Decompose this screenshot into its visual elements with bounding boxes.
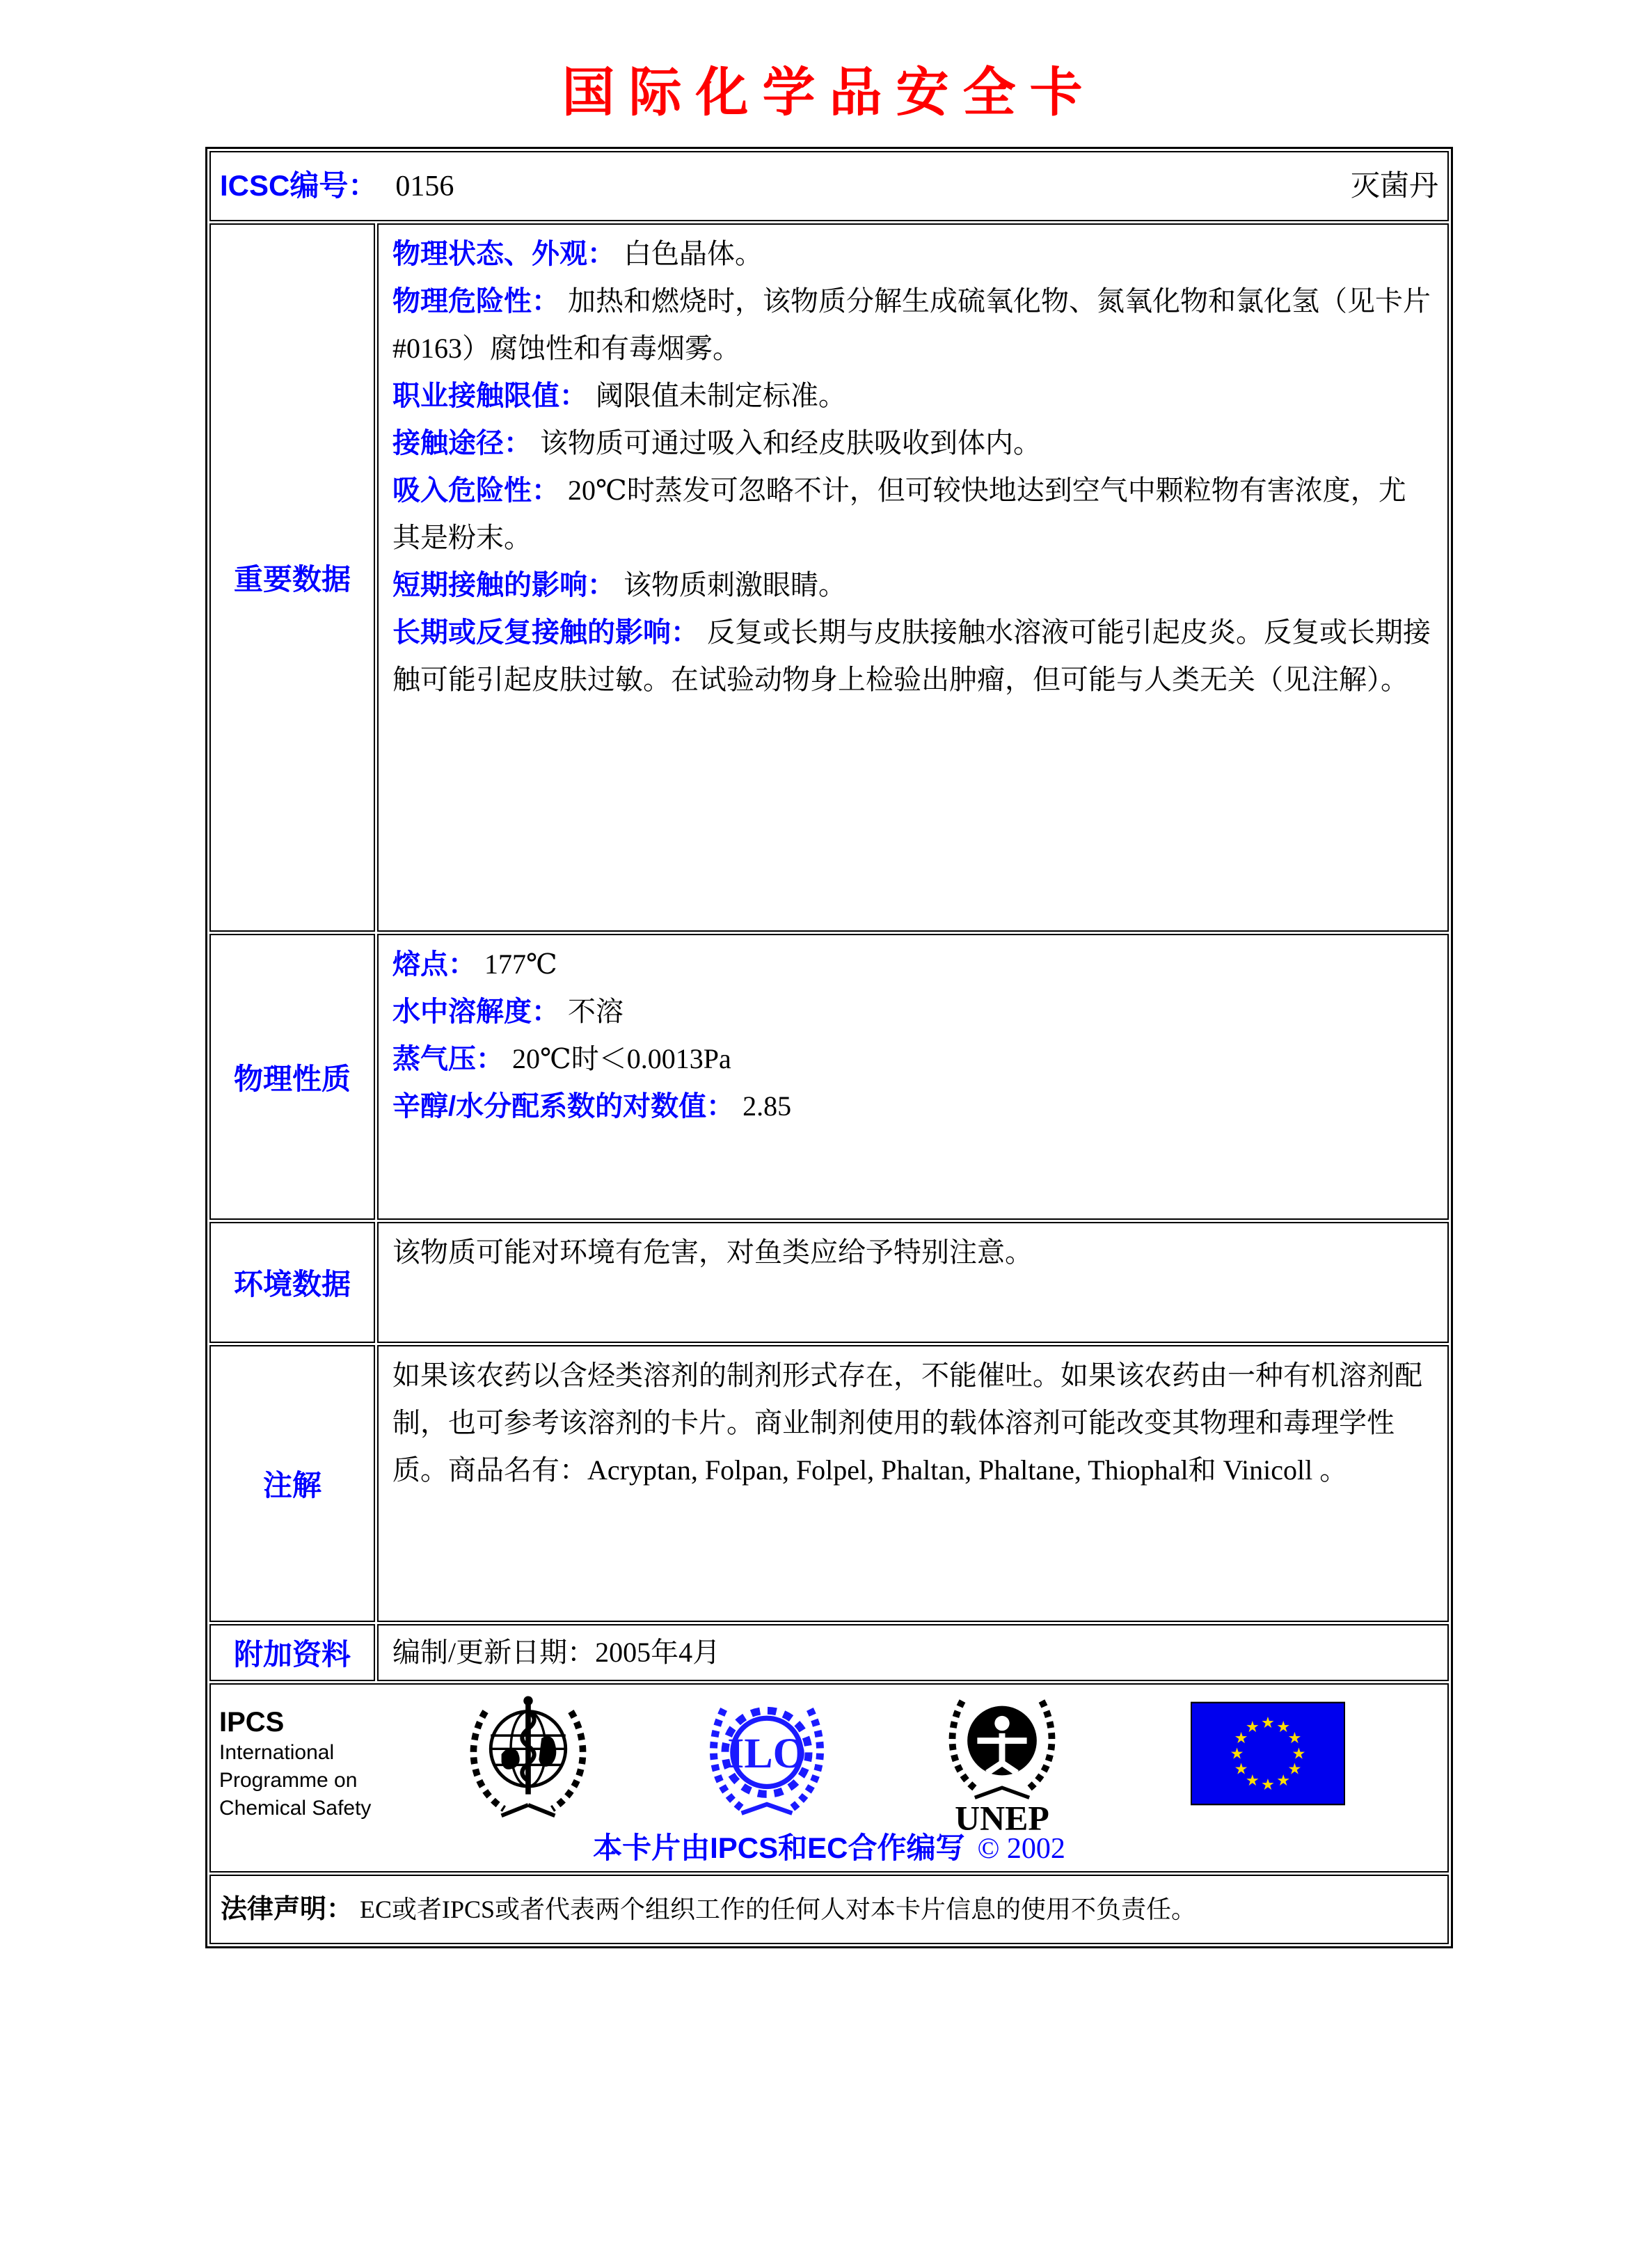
important-item: 短期接触的影响： 该物质刺激眼睛。 xyxy=(392,569,846,601)
header-row xyxy=(209,151,1449,221)
important-item: 物理状态、外观： 白色晶体。 xyxy=(392,238,763,269)
svg-text:★: ★ xyxy=(1245,1717,1260,1736)
section-label-important-data: 重要数据 xyxy=(209,223,375,932)
eu-flag-icon xyxy=(1191,1701,1345,1806)
svg-text:★: ★ xyxy=(1234,1729,1248,1748)
environmental-data-row xyxy=(209,1222,1449,1343)
chemical-name: 灭菌丹 xyxy=(1350,170,1438,202)
icsc-number-label: ICSC编号： xyxy=(220,169,378,202)
important-item: 接触途径： 该物质可通过吸入和经皮肤吸收到体内。 xyxy=(392,427,1041,459)
svg-text:★: ★ xyxy=(1261,1775,1275,1794)
update-date-value: 2005年4月 xyxy=(595,1637,721,1668)
copyright-text: © 2002 xyxy=(977,1833,1065,1865)
safety-card-page xyxy=(205,50,1453,1948)
legal-row xyxy=(209,1875,1449,1944)
caption-text: 本卡片由IPCS和EC合作编写 xyxy=(593,1831,965,1864)
physical-item: 熔点： 177℃ xyxy=(392,948,557,980)
who-emblem-icon xyxy=(461,1687,595,1821)
unep-emblem-icon xyxy=(940,1686,1064,1835)
cooperation-caption xyxy=(211,1825,1447,1867)
additional-info-content xyxy=(377,1624,1449,1681)
ilo-letters: ILO xyxy=(727,1730,807,1778)
environmental-data-content: 该物质可能对环境有危害，对鱼类应给予特别注意。 xyxy=(377,1222,1449,1343)
additional-info-row xyxy=(209,1624,1449,1681)
ipcs-acronym: IPCS xyxy=(219,1707,285,1738)
svg-text:★: ★ xyxy=(1276,1771,1291,1790)
icsc-number-value: 0156 xyxy=(395,170,454,202)
unep-letters: UNEP xyxy=(955,1799,1049,1835)
svg-text:★: ★ xyxy=(1245,1771,1260,1790)
svg-text:★: ★ xyxy=(1276,1717,1291,1736)
important-data-row xyxy=(209,223,1449,932)
svg-text:★: ★ xyxy=(1230,1744,1244,1763)
card-header xyxy=(212,165,1447,207)
logos-strip xyxy=(209,1683,1449,1873)
legal-notice-text: EC或者IPCS或者代表两个组织工作的任何人对本卡片信息的使用不负责任。 xyxy=(360,1895,1197,1923)
important-item: 职业接触限值： 阈限值未制定标准。 xyxy=(392,380,846,411)
svg-text:★: ★ xyxy=(1261,1714,1275,1732)
physical-properties-content xyxy=(377,934,1449,1220)
physical-item: 水中溶解度： 不溶 xyxy=(392,996,624,1027)
svg-text:★: ★ xyxy=(1292,1744,1306,1763)
update-date-label: 编制/更新日期： xyxy=(392,1637,596,1668)
physical-item: 蒸气压： 20℃时＜0.0013Pa xyxy=(392,1043,731,1074)
safety-card-table xyxy=(205,147,1453,1948)
section-label-additional-info: 附加资料 xyxy=(209,1624,375,1681)
ilo-emblem-icon xyxy=(704,1692,830,1818)
important-data-content xyxy=(377,223,1449,932)
section-label-notes: 注解 xyxy=(209,1345,375,1622)
svg-text:★: ★ xyxy=(1287,1729,1302,1748)
notes-row xyxy=(209,1345,1449,1622)
legal-notice-label: 法律声明： xyxy=(221,1895,354,1924)
section-label-physical-properties: 物理性质 xyxy=(209,934,375,1220)
legal-notice xyxy=(209,1875,1449,1944)
page-title: 国际化学品安全卡 xyxy=(562,63,1097,122)
notes-content: 如果该农药以含烃类溶剂的制剂形式存在，不能催吐。如果该农药由一种有机溶剂配制，也可参考该溶剂的卡片。商业制剂使用的载体溶剂可能改变其物理和毒理学性质。商品名有：Acryptan, Folpan, Folpel, Phaltan, Phaltane, Thiophal和 Vinicoll 。 xyxy=(377,1345,1449,1622)
ipcs-text-block: IPCS International Programme on Chemical Safety xyxy=(219,1707,372,1820)
important-item: 物理危险性： 加热和燃烧时，该物质分解生成硫氧化物、氮氧化物和氯化氢（见卡片#0163）腐蚀性和有毒烟雾。 xyxy=(392,285,1431,364)
logos-row xyxy=(209,1683,1449,1873)
physical-item: 辛醇/水分配系数的对数值： 2.85 xyxy=(392,1090,792,1122)
physical-properties-row xyxy=(209,934,1449,1220)
section-label-environmental-data: 环境数据 xyxy=(209,1222,375,1343)
svg-text:★: ★ xyxy=(1234,1760,1248,1779)
svg-text:★: ★ xyxy=(1287,1760,1302,1779)
important-item: 吸入危险性： 20℃时蒸发可忽略不计，但可较快地达到空气中颗粒物有害浓度，尤其是粉末。 xyxy=(392,475,1406,553)
important-item: 长期或反复接触的影响： 反复或长期与皮肤接触水溶液可能引起皮炎。反复或长期接触可能引起皮肤过敏。在试验动物身上检验出肿瘤，但可能与人类无关（见注解）。 xyxy=(392,617,1431,695)
